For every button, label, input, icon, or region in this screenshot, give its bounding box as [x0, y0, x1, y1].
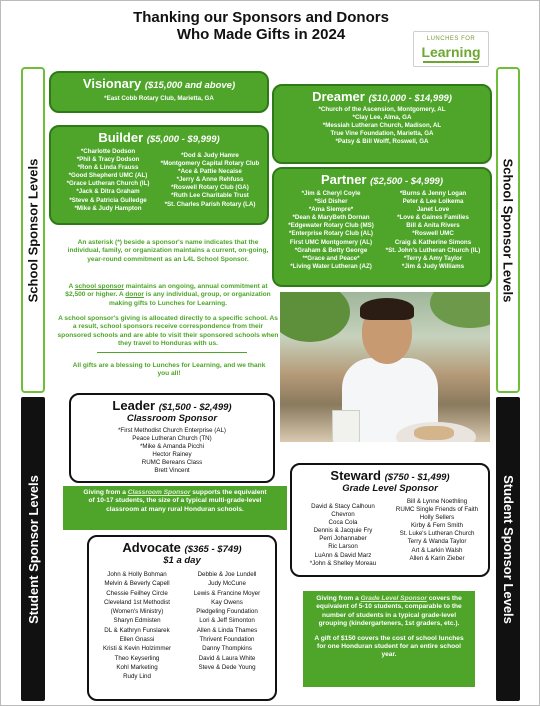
partner-donors-col2: *Burns & Jenny Logan Peter & Lee Lolkema Janet Love *Love & Gaines Families Bill & Anita Rivers *Roswell UMC Craig & Katherine Simons *St. John's Lutheran Church (IL) *Terry & Amy Taylor *Jim & Judy Williams	[385, 190, 481, 270]
grade-level-sponsor-note: Giving from a Grade Level Sponsor covers the equivalent of 5-10 students, comparable to the number of students in a typical grade-level grouping (kindergarteners, 1st graders, etc.). A gift of $150 covers the cost of school lunches for one Honduran student for an entire school year.	[303, 591, 475, 687]
dreamer-donors: *Church of the Ascension, Montgomery, AL *Clay Lee, Alma, GA *Messiah Lutheran Church, Madison, AL True Vine Foundation, Marietta, GA *Patsy & Bill Wolff, Roswell, GA	[318, 106, 446, 146]
student-sponsor-label-right: Student Sponsor Levels	[496, 397, 520, 701]
dreamer-box: Dreamer ($10,000 - $14,999) *Church of the Ascension, Montgomery, AL *Clay Lee, Alma, GA *Messiah Lutheran Church, Madison, AL True Vine Foundation, Marietta, GA *Patsy & Bill Wolff, Roswell, GA	[272, 84, 492, 164]
classroom-sponsor-note: Giving from a Classroom Sponsor supports the equivalent of 10-17 students, the size of a typical multi-grade-level classroom at many rural Honduran schools.	[63, 486, 287, 530]
photo-hair	[360, 298, 414, 320]
school-sponsor-label-right: School Sponsor Levels	[496, 67, 520, 393]
photo-foliage	[430, 292, 490, 328]
advocate-donors-col1: John & Holly Bohman Melvin & Beverly Capell Chessie Feilhey Circle Cleveland 1st Methodist (Women's Ministry) Sharyn Edmisten DL & Kathryn Funslarek Ellen Gnassi Kristi & Kevin Holzimmer Theo Keyserling Kohl Marketing Rudy Lind	[102, 571, 172, 681]
partner-donors-col1: *Jim & Cheryl Coyle *Sid Disher *Ama Siempre* *Dean & MaryBeth Dornan *Edgewater Rotary Club (MS) *Enterprise Rotary Club (AL) First UMC Montgomery (AL) *Graham & Betty George **Grace and Peace* *Living Water Lutheran (AZ)	[288, 190, 374, 270]
steward-donors-col2: Bill & Lynne Noethling RUMC Single Friends of Faith Holly Sellers Kirby & Fern Smith St. Luke's Lutheran Church Terry & Wanda Taylor Art & Larkin Walsh Allen & Karin Zieber	[395, 498, 479, 562]
advocate-box: Advocate ($365 - $749) $1 a day John & Holly Bohman Melvin & Beverly Capell Chessie Feilhey Circle Cleveland 1st Methodist (Women's Ministry) Sharyn Edmisten DL & Kathryn Funslarek Ellen Gnassi Kristi & Kevin Holzimmer Theo Keyserling Kohl Marketing Rudy Lind Debbie & Joe Lundell Judy McCune Lewis & Francine Moyer Kay Owens Pledgeling Foundation Lori & Jeff Simonton Allen & Linda Thames Thrivent Foundation Danny Thompkins David & Laura White Steve & Dede Young	[87, 535, 277, 701]
photo-foliage	[280, 292, 350, 342]
photo-cup	[332, 410, 360, 442]
allocation-note: A school sponsor's giving is allocated directly to a specific school. As a result, school sponsors receive correspondence from their sponsored schools and are able to visit their sponsored schools when they travel to Honduras with us.	[57, 315, 279, 348]
photo-food	[414, 426, 454, 440]
leader-box: Leader ($1,500 - $2,499) Classroom Sponsor *First Methodist Church Enterprise (AL) Peace Lutheran Church (TN) *Mike & Amanda Picchi Hector Rainey RUMC Bereans Class Brett Vincent	[69, 393, 275, 483]
logo-underline	[423, 61, 479, 63]
asterisk-note: An asterisk (*) beside a sponsor's name indicates that the individual, family, or organization maintains a current, on-going, year-round commitment as an L4L School Sponsor.	[67, 239, 269, 263]
student-sponsor-label-left: Student Sponsor Levels	[21, 397, 45, 701]
builder-box: Builder ($5,000 - $9,999) *Charlotte Dodson *Phil & Tracy Dodson *Ron & Linda Frauss *Good Shepherd UMC (AL) *Grace Lutheran Church (IL) *Jack & Ditra Graham *Steve & Patricia Gulledge *Mike & Judy Hampton *Dod & Judy Hamre *Montgomery Capital Rotary Club *Ace & Pattie Necaise *Jerry & Anne Rehfuss *Roswell Rotary Club (GA) *Ruth Lee Charitable Trust *St. Charles Parish Rotary (LA)	[49, 125, 269, 225]
partner-box: Partner ($2,500 - $4,999) *Jim & Cheryl Coyle *Sid Disher *Ama Siempre* *Dean & MaryBeth Dornan *Edgewater Rotary Club (MS) *Enterprise Rotary Club (AL) First UMC Montgomery (AL) *Graham & Betty George **Grace and Peace* *Living Water Lutheran (AZ) *Burns & Jenny Logan Peter & Lee Lolkema Janet Love *Love & Gaines Families Bill & Anita Rivers *Roswell UMC Craig & Katherine Simons *St. John's Lutheran Church (IL) *Terry & Amy Taylor *Jim & Judy Williams	[272, 167, 492, 287]
builder-donors-col1: *Charlotte Dodson *Phil & Tracy Dodson *Ron & Linda Frauss *Good Shepherd UMC (AL) *Grace Lutheran Church (IL) *Jack & Ditra Graham *Steve & Patricia Gulledge *Mike & Judy Hampton	[66, 148, 150, 212]
thank-you-note: All gifts are a blessing to Lunches for Learning, and we thank you all!	[72, 362, 266, 378]
sponsor-definition: A school sponsor maintains an ongoing, annual commitment at $2,500 or higher. A donor is any individual, group, or organization making gifts to Lunches for Learning.	[65, 283, 271, 307]
steward-box: Steward ($750 - $1,499) Grade Level Sponsor David & Stacy Calhoun Chevron Coca Cola Dennis & Jacquie Fry Perri Johannaber Ric Larson LuAnn & David Marz *John & Shelley Moreau Bill & Lynne Noethling RUMC Single Friends of Faith Holly Sellers Kirby & Fern Smith St. Luke's Lutheran Church Terry & Wanda Taylor Art & Larkin Walsh Allen & Karin Zieber	[290, 463, 490, 577]
steward-donors-col1: David & Stacy Calhoun Chevron Coca Cola Dennis & Jacquie Fry Perri Johannaber Ric Larson LuAnn & David Marz *John & Shelley Moreau	[309, 503, 377, 567]
advocate-donors-col2: Debbie & Joe Lundell Judy McCune Lewis & Francine Moyer Kay Owens Pledgeling Foundation Lori & Jeff Simonton Allen & Linda Thames Thrivent Foundation Danny Thompkins David & Laura White Steve & Dede Young	[193, 571, 261, 671]
builder-donors-col2: *Dod & Judy Hamre *Montgomery Capital Rotary Club *Ace & Pattie Necaise *Jerry & Anne Rehfuss *Roswell Rotary Club (GA) *Ruth Lee Charitable Trust *St. Charles Parish Rotary (LA)	[160, 152, 260, 208]
visionary-donors: *East Cobb Rotary Club, Marietta, GA	[104, 95, 214, 102]
lunches-for-learning-logo: LUNCHES FOR Learning	[413, 31, 489, 67]
page-title: Thanking our Sponsors and Donors Who Made Gifts in 2024	[133, 9, 389, 43]
divider-line	[97, 352, 247, 353]
school-sponsor-label-left: School Sponsor Levels	[21, 67, 45, 393]
leader-donors: *First Methodist Church Enterprise (AL) Peace Lutheran Church (TN) *Mike & Amanda Picchi Hector Rainey RUMC Bereans Class Brett Vincent	[118, 427, 226, 475]
student-photo	[280, 292, 490, 442]
visionary-box: Visionary ($15,000 and above) *East Cobb Rotary Club, Marietta, GA	[49, 71, 269, 113]
